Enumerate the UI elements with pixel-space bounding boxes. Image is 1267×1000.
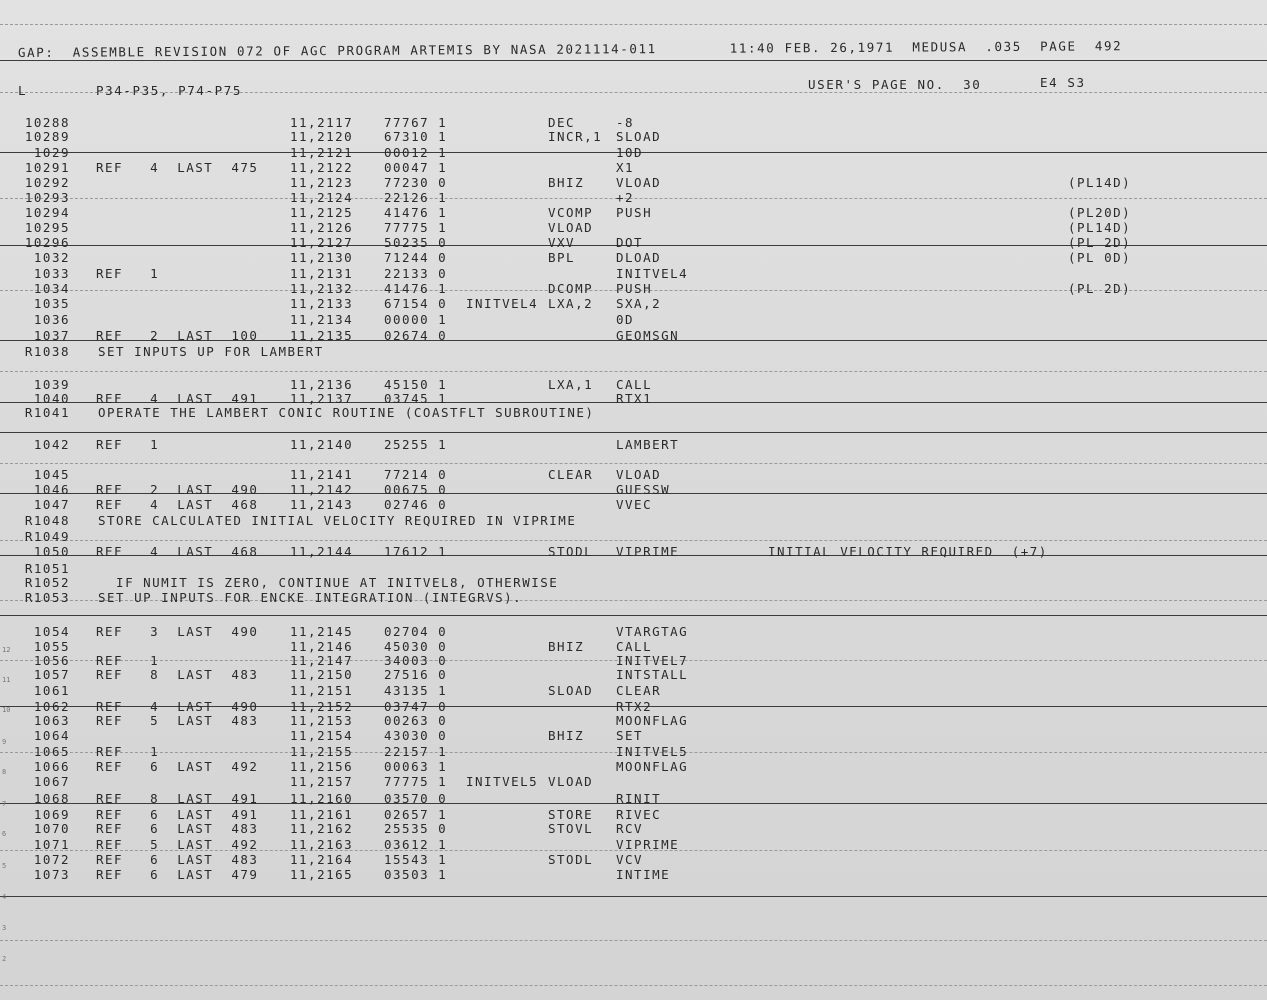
ref-info: REF 6 LAST 483: [96, 852, 259, 867]
opcode: DCOMP: [548, 281, 594, 296]
opcode: BHIZ: [548, 175, 585, 190]
listing-row: [0, 530, 1267, 544]
margin-mark: 5: [2, 862, 7, 870]
ref-info: REF 3 LAST 490: [96, 624, 259, 639]
address: 11,2146: [290, 639, 354, 654]
octal-value: 02704 0: [384, 624, 448, 639]
listing-row: [0, 714, 1267, 728]
opcode: LXA,2: [548, 296, 594, 311]
operand: CALL: [616, 639, 653, 654]
octal-value: 00063 1: [384, 759, 448, 774]
listing-row: [0, 591, 1267, 605]
ref-info: REF 1: [96, 653, 160, 668]
line-number: R1051: [24, 561, 70, 576]
listing-row: [0, 668, 1267, 682]
octal-value: 02674 0: [384, 328, 448, 343]
ref-info: REF 5 LAST 492: [96, 837, 259, 852]
line-number: 1040: [33, 391, 70, 406]
operand: X1: [616, 160, 635, 175]
listing-row: [0, 576, 1267, 590]
listing-row: [0, 146, 1267, 160]
line-number: 1055: [33, 639, 70, 654]
line-number: 1063: [33, 713, 70, 728]
listing-row: [0, 838, 1267, 852]
listing-row: [0, 267, 1267, 281]
octal-value: 03612 1: [384, 837, 448, 852]
line-number: 10289: [24, 129, 70, 144]
operand: +2: [616, 190, 635, 205]
address: 11,2143: [290, 497, 354, 512]
listing-row: [0, 745, 1267, 759]
line-number: R1053: [24, 590, 70, 605]
octal-value: 00012 1: [384, 145, 448, 160]
line-number: 10295: [24, 220, 70, 235]
address: 11,2153: [290, 713, 354, 728]
octal-value: 00000 1: [384, 312, 448, 327]
header-listing-flag: L: [18, 83, 28, 98]
octal-value: 77775 1: [384, 774, 448, 789]
address: 11,2155: [290, 744, 354, 759]
octal-value: 03570 0: [384, 791, 448, 806]
line-number: 1062: [33, 699, 70, 714]
comment: INITIAL VELOCITY REQUIRED (+7): [768, 544, 1048, 559]
line-number: 10288: [24, 115, 70, 130]
paper-rule: [0, 60, 1267, 61]
opcode: LXA,1: [548, 377, 594, 392]
address: 11,2162: [290, 821, 354, 836]
address: 11,2163: [290, 837, 354, 852]
paper-rule: [0, 615, 1267, 616]
octal-value: 03503 1: [384, 867, 448, 882]
listing-row: [0, 792, 1267, 806]
paper-rule: [0, 24, 1267, 25]
line-number: 1061: [33, 683, 70, 698]
octal-value: 77230 0: [384, 175, 448, 190]
ref-info: REF 1: [96, 437, 160, 452]
listing-row: [0, 545, 1267, 559]
octal-value: 03745 1: [384, 391, 448, 406]
octal-value: 77775 1: [384, 220, 448, 235]
operand: LAMBERT: [616, 437, 680, 452]
right-comment: (PL 2D): [1068, 235, 1132, 250]
listing-row: [0, 822, 1267, 836]
paper-rule: [0, 432, 1267, 433]
ref-info: REF 8 LAST 483: [96, 667, 259, 682]
operand: -8: [616, 115, 635, 130]
address: 11,2160: [290, 791, 354, 806]
octal-value: 02746 0: [384, 497, 448, 512]
operand: VLOAD: [616, 467, 662, 482]
line-number: 1046: [33, 482, 70, 497]
opcode: DEC: [548, 115, 576, 130]
octal-value: 00675 0: [384, 482, 448, 497]
listing-row: [0, 236, 1267, 250]
line-number: 1036: [33, 312, 70, 327]
address: 11,2136: [290, 377, 354, 392]
listing-row: [0, 221, 1267, 235]
octal-value: 22133 0: [384, 266, 448, 281]
opcode: STOVL: [548, 821, 594, 836]
label: INITVEL4: [466, 296, 539, 311]
line-number: 1037: [33, 328, 70, 343]
address: 11,2122: [290, 160, 354, 175]
ref-info: REF 2 LAST 100: [96, 328, 259, 343]
address: 11,2151: [290, 683, 354, 698]
remark-text: OPERATE THE LAMBERT CONIC ROUTINE (COASTFLT SUBROUTINE): [98, 405, 595, 420]
opcode: INCR,1: [548, 129, 603, 144]
octal-value: 41476 1: [384, 281, 448, 296]
listing-row: [0, 808, 1267, 822]
line-number: 1071: [33, 837, 70, 852]
octal-value: 50235 0: [384, 235, 448, 250]
address: 11,2134: [290, 312, 354, 327]
octal-value: 02657 1: [384, 807, 448, 822]
opcode: SLOAD: [548, 683, 594, 698]
paper-rule: [0, 463, 1267, 464]
listing-row: [0, 729, 1267, 743]
operand: 0D: [616, 312, 635, 327]
octal-value: 00263 0: [384, 713, 448, 728]
address: 11,2120: [290, 129, 354, 144]
operand: 10D: [616, 145, 644, 160]
octal-value: 25255 1: [384, 437, 448, 452]
operand: PUSH: [616, 281, 653, 296]
line-number: 1065: [33, 744, 70, 759]
margin-mark: 11: [2, 676, 11, 684]
operand: INITVEL7: [616, 653, 689, 668]
listing-row: [0, 868, 1267, 882]
operand: VIPRIME: [616, 544, 680, 559]
address: 11,2164: [290, 852, 354, 867]
line-number: 10296: [24, 235, 70, 250]
margin-mark: 9: [2, 738, 7, 746]
line-number: 1067: [33, 774, 70, 789]
line-number: 1035: [33, 296, 70, 311]
operand: INITVEL5: [616, 744, 689, 759]
section-code: E4 S3: [1040, 75, 1086, 90]
address: 11,2141: [290, 467, 354, 482]
octal-value: 03747 0: [384, 699, 448, 714]
listing-header: GAP: ASSEMBLE REVISION 072 OF AGC PROGRAM ARTEMIS BY NASA 2021114-011 11:40 FEB. 26,1971 MEDUSA .035 PAGE 492: [17, 38, 1123, 60]
listing-row: [0, 297, 1267, 311]
ref-info: REF 4 LAST 491: [96, 391, 259, 406]
program-ids: P34-P35, P74-P75: [96, 83, 243, 98]
line-number: 1072: [33, 852, 70, 867]
address: 11,2125: [290, 205, 354, 220]
ref-info: REF 6 LAST 491: [96, 807, 259, 822]
operand: DOT: [616, 235, 644, 250]
line-number: 10293: [24, 190, 70, 205]
operand: RTX1: [616, 391, 653, 406]
operand: RIVEC: [616, 807, 662, 822]
address: 11,2161: [290, 807, 354, 822]
octal-value: 25535 0: [384, 821, 448, 836]
octal-value: 22157 1: [384, 744, 448, 759]
opcode: VLOAD: [548, 774, 594, 789]
label: INITVEL5: [466, 774, 539, 789]
operand: VCV: [616, 852, 644, 867]
operand: INTSTALL: [616, 667, 689, 682]
ref-info: REF 4 LAST 468: [96, 497, 259, 512]
ref-info: REF 4 LAST 475: [96, 160, 259, 175]
listing-row: [0, 438, 1267, 452]
listing-row: [0, 392, 1267, 406]
address: 11,2137: [290, 391, 354, 406]
octal-value: 43030 0: [384, 728, 448, 743]
paper-rule: [0, 371, 1267, 372]
address: 11,2157: [290, 774, 354, 789]
ref-info: REF 1: [96, 266, 160, 281]
octal-value: 43135 1: [384, 683, 448, 698]
margin-mark: 4: [2, 893, 7, 901]
address: 11,2131: [290, 266, 354, 281]
opcode: STODL: [548, 852, 594, 867]
line-number: R1048: [24, 513, 70, 528]
right-comment: (PL20D): [1068, 205, 1132, 220]
listing-row: [0, 378, 1267, 392]
user-page-number: USER'S PAGE NO. 30: [808, 77, 982, 92]
listing-row: [0, 176, 1267, 190]
opcode: VXV: [548, 235, 576, 250]
operand: RCV: [616, 821, 644, 836]
operand: SET: [616, 728, 644, 743]
address: 11,2124: [290, 190, 354, 205]
listing-row: [0, 625, 1267, 639]
opcode: VLOAD: [548, 220, 594, 235]
line-number: 1047: [33, 497, 70, 512]
listing-row: [0, 282, 1267, 296]
operand: PUSH: [616, 205, 653, 220]
remark-text: STORE CALCULATED INITIAL VELOCITY REQUIRED IN VIPRIME: [98, 513, 577, 528]
listing-row: [0, 406, 1267, 420]
line-number: 1045: [33, 467, 70, 482]
listing-row: [0, 640, 1267, 654]
listing-row: [0, 700, 1267, 714]
operand: SXA,2: [616, 296, 662, 311]
octal-value: 71244 0: [384, 250, 448, 265]
operand: GEOMSGN: [616, 328, 680, 343]
listing-row: [0, 654, 1267, 668]
address: 11,2135: [290, 328, 354, 343]
operand: VVEC: [616, 497, 653, 512]
listing-row: [0, 562, 1267, 576]
address: 11,2152: [290, 699, 354, 714]
paper-rule: [0, 896, 1267, 897]
operand: RTX2: [616, 699, 653, 714]
operand: GUESSW: [616, 482, 671, 497]
listing-row: [0, 775, 1267, 789]
right-comment: (PL 0D): [1068, 250, 1132, 265]
line-number: 1066: [33, 759, 70, 774]
right-comment: (PL 2D): [1068, 281, 1132, 296]
line-number: 10294: [24, 205, 70, 220]
address: 11,2154: [290, 728, 354, 743]
address: 11,2127: [290, 235, 354, 250]
operand: VLOAD: [616, 175, 662, 190]
octal-value: 67310 1: [384, 129, 448, 144]
line-number: 1042: [33, 437, 70, 452]
listing-row: [0, 853, 1267, 867]
listing-row: [0, 684, 1267, 698]
octal-value: 45030 0: [384, 639, 448, 654]
operand: MOONFLAG: [616, 713, 689, 728]
listing-row: [0, 116, 1267, 130]
ref-info: REF 2 LAST 490: [96, 482, 259, 497]
address: 11,2126: [290, 220, 354, 235]
listing-row: [0, 329, 1267, 343]
ref-info: REF 8 LAST 491: [96, 791, 259, 806]
line-number: 1032: [33, 250, 70, 265]
operand: MOONFLAG: [616, 759, 689, 774]
opcode: VCOMP: [548, 205, 594, 220]
listing-row: [0, 483, 1267, 497]
listing-row: [0, 191, 1267, 205]
octal-value: 67154 0: [384, 296, 448, 311]
octal-value: 77214 0: [384, 467, 448, 482]
opcode: BHIZ: [548, 728, 585, 743]
octal-value: 22126 1: [384, 190, 448, 205]
opcode: STODL: [548, 544, 594, 559]
paper-rule: [0, 985, 1267, 986]
ref-info: REF 4 LAST 490: [96, 699, 259, 714]
operand: VIPRIME: [616, 837, 680, 852]
line-number: 1056: [33, 653, 70, 668]
line-number: 1054: [33, 624, 70, 639]
margin-mark: 10: [2, 706, 11, 714]
listing-row: [0, 313, 1267, 327]
margin-mark: 3: [2, 924, 7, 932]
octal-value: 77767 1: [384, 115, 448, 130]
margin-mark: 12: [2, 646, 11, 654]
ref-info: REF 6 LAST 483: [96, 821, 259, 836]
line-number: 1073: [33, 867, 70, 882]
ref-info: REF 1: [96, 744, 160, 759]
address: 11,2117: [290, 115, 354, 130]
line-number: R1041: [24, 405, 70, 420]
line-number: R1052: [24, 575, 70, 590]
line-number: 1068: [33, 791, 70, 806]
address: 11,2145: [290, 624, 354, 639]
listing-row: [0, 251, 1267, 265]
ref-info: REF 4 LAST 468: [96, 544, 259, 559]
octal-value: 27516 0: [384, 667, 448, 682]
listing-row: [0, 161, 1267, 175]
margin-mark: 2: [2, 955, 7, 963]
line-number: R1049: [24, 529, 70, 544]
octal-value: 15543 1: [384, 852, 448, 867]
opcode: STORE: [548, 807, 594, 822]
operand: INTIME: [616, 867, 671, 882]
octal-value: 45150 1: [384, 377, 448, 392]
line-number: 1033: [33, 266, 70, 281]
operand: DLOAD: [616, 250, 662, 265]
opcode: CLEAR: [548, 467, 594, 482]
line-number: 1034: [33, 281, 70, 296]
listing-row: [0, 206, 1267, 220]
address: 11,2121: [290, 145, 354, 160]
operand: CALL: [616, 377, 653, 392]
remark-text: SET UP INPUTS FOR ENCKE INTEGRATION (INTEGRVS).: [98, 590, 523, 605]
octal-value: 00047 1: [384, 160, 448, 175]
listing-row: [0, 468, 1267, 482]
paper-rule: [0, 940, 1267, 941]
address: 11,2150: [290, 667, 354, 682]
remark-text: IF NUMIT IS ZERO, CONTINUE AT INITVEL8, OTHERWISE: [98, 575, 559, 590]
opcode: BPL: [548, 250, 576, 265]
address: 11,2144: [290, 544, 354, 559]
octal-value: 41476 1: [384, 205, 448, 220]
line-number: 10292: [24, 175, 70, 190]
line-number: 1029: [33, 145, 70, 160]
address: 11,2140: [290, 437, 354, 452]
line-number: 10291: [24, 160, 70, 175]
operand: VTARGTAG: [616, 624, 689, 639]
line-number: 1039: [33, 377, 70, 392]
margin-mark: 6: [2, 830, 7, 838]
listing-row: [0, 345, 1267, 359]
line-number: 1050: [33, 544, 70, 559]
ref-info: REF 6 LAST 479: [96, 867, 259, 882]
operand: CLEAR: [616, 683, 662, 698]
operand: INITVEL4: [616, 266, 689, 281]
ref-info: REF 6 LAST 492: [96, 759, 259, 774]
line-number: 1070: [33, 821, 70, 836]
ref-info: REF 5 LAST 483: [96, 713, 259, 728]
listing-row: [0, 514, 1267, 528]
margin-mark: 7: [2, 800, 7, 808]
address: 11,2132: [290, 281, 354, 296]
line-number: 1064: [33, 728, 70, 743]
address: 11,2156: [290, 759, 354, 774]
listing-row: [0, 760, 1267, 774]
address: 11,2165: [290, 867, 354, 882]
address: 11,2142: [290, 482, 354, 497]
right-comment: (PL14D): [1068, 175, 1132, 190]
octal-value: 34003 0: [384, 653, 448, 668]
line-number: 1069: [33, 807, 70, 822]
listing-row: [0, 498, 1267, 512]
right-comment: (PL14D): [1068, 220, 1132, 235]
address: 11,2147: [290, 653, 354, 668]
margin-mark: 8: [2, 768, 7, 776]
octal-value: 17612 1: [384, 544, 448, 559]
line-number: R1038: [24, 344, 70, 359]
opcode: BHIZ: [548, 639, 585, 654]
line-number: 1057: [33, 667, 70, 682]
operand: SLOAD: [616, 129, 662, 144]
address: 11,2130: [290, 250, 354, 265]
listing-row: [0, 130, 1267, 144]
operand: RINIT: [616, 791, 662, 806]
address: 11,2123: [290, 175, 354, 190]
remark-text: SET INPUTS UP FOR LAMBERT: [98, 344, 324, 359]
address: 11,2133: [290, 296, 354, 311]
